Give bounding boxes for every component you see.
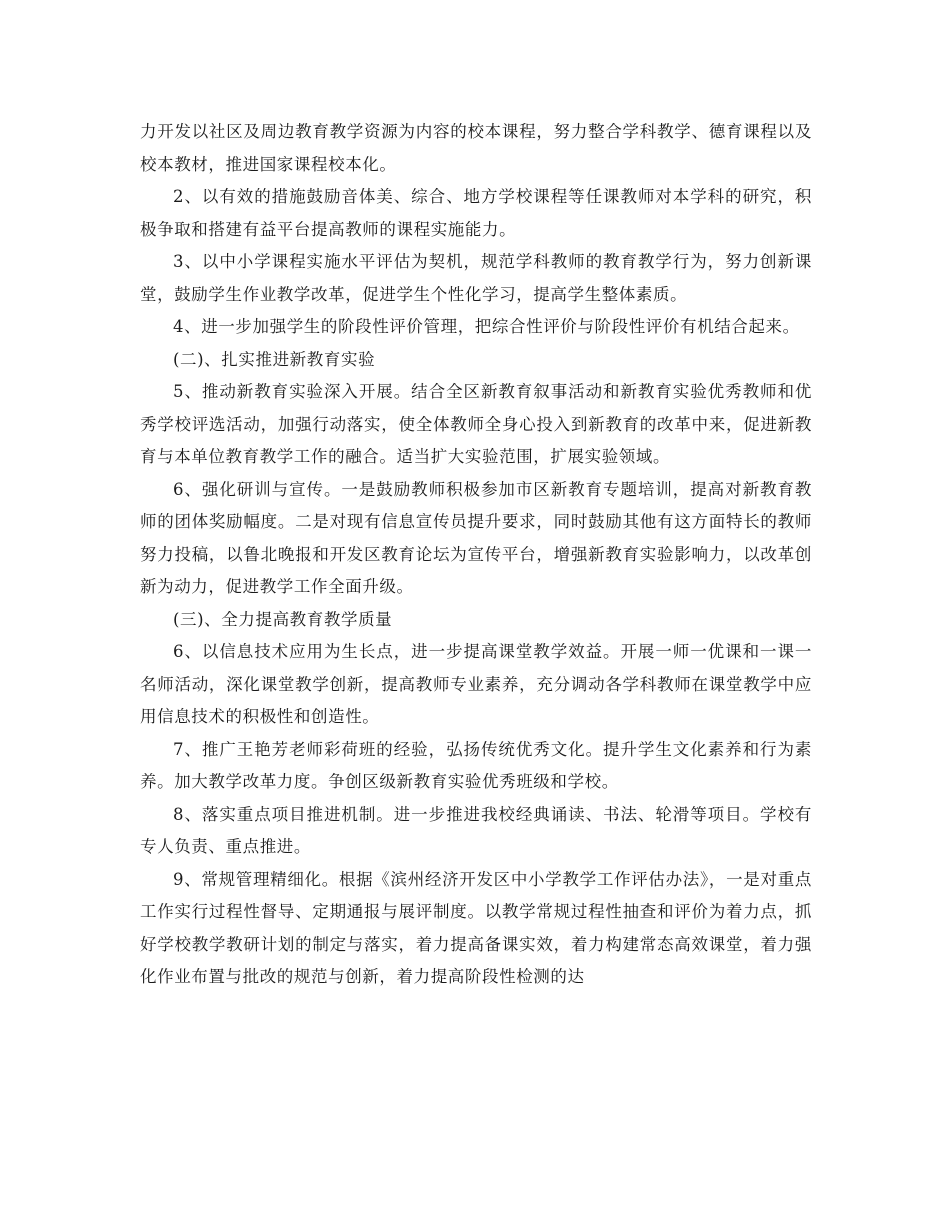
paragraph-item-7: 7、推广王艳芳老师彩荷班的经验，弘扬传统优秀文化。提升学生文化素养和行为素养。加大教学改革力度。争创区级新教育实验优秀班级和学校。 [140,739,812,791]
paragraph-item-3: 3、以中小学课程实施水平评估为契机，规范学科教师的教育教学行为，努力创新课堂，鼓励学生作业教学改革，促进学生个性化学习，提高学生整体素质。 [140,252,812,304]
paragraph-item-4: 4、进一步加强学生的阶段性评价管理，把综合性评价与阶段性评价有机结合起来。 [173,317,800,336]
paragraph-item-2: 2、以有效的措施鼓励音体美、综合、地方学校课程等任课教师对本学科的研究，积极争取和搭建有益平台提高教师的课程实施能力。 [140,187,812,239]
paragraph-item-6b: 6、以信息技术应用为生长点，进一步提高课堂教学效益。开展一师一优课和一课一名师活动，深化课堂教学创新，提高教师专业素养，充分调动各学科教师在课堂教学中应用信息技术的积极性和创造性。 [140,642,812,726]
section-heading-3: (三)、全力提高教育教学质量 [173,609,393,629]
section-heading-2: (二)、扎实推进新教育实验 [173,349,376,369]
paragraph-item-5: 5、推动新教育实验深入开展。结合全区新教育叙事活动和新教育实验优秀教师和优秀学校评选活动，加强行动落实，使全体教师全身心投入到新教育的改革中来，促进新教育与本单位教育教学工作的融合。适当扩大实验范围，扩展实验领域。 [140,382,812,466]
paragraph-continuation: 力开发以社区及周边教育教学资源为内容的校本课程，努力整合学科教学、德育课程以及校本教材，推进国家课程校本化。 [140,122,812,174]
paragraph-item-9: 9、常规管理精细化。根据《滨州经济开发区中小学教学工作评估办法》，一是对重点工作实行过程性督导、定期通报与展评制度。以教学常规过程性抽查和评价为着力点，抓好学校教学教研计划的制定与落实，着力提高备课实效，着力构建常态高效课堂，着力强化作业布置与批改的规范与创新，着力提高阶段性检测的达 [140,869,812,986]
paragraph-item-8: 8、落实重点项目推进机制。进一步推进我校经典诵读、书法、轮滑等项目。学校有专人负责、重点推进。 [140,804,812,856]
document-body [140,116,812,994]
paragraph-item-6a: 6、强化研训与宣传。一是鼓励教师积极参加市区新教育专题培训，提高对新教育教师的团体奖励幅度。二是对现有信息宣传员提升要求，同时鼓励其他有这方面特长的教师努力投稿，以鲁北晚报和开发区教育论坛为宣传平台，增强新教育实验影响力，以改革创新为动力，促进教学工作全面升级。 [140,479,812,596]
